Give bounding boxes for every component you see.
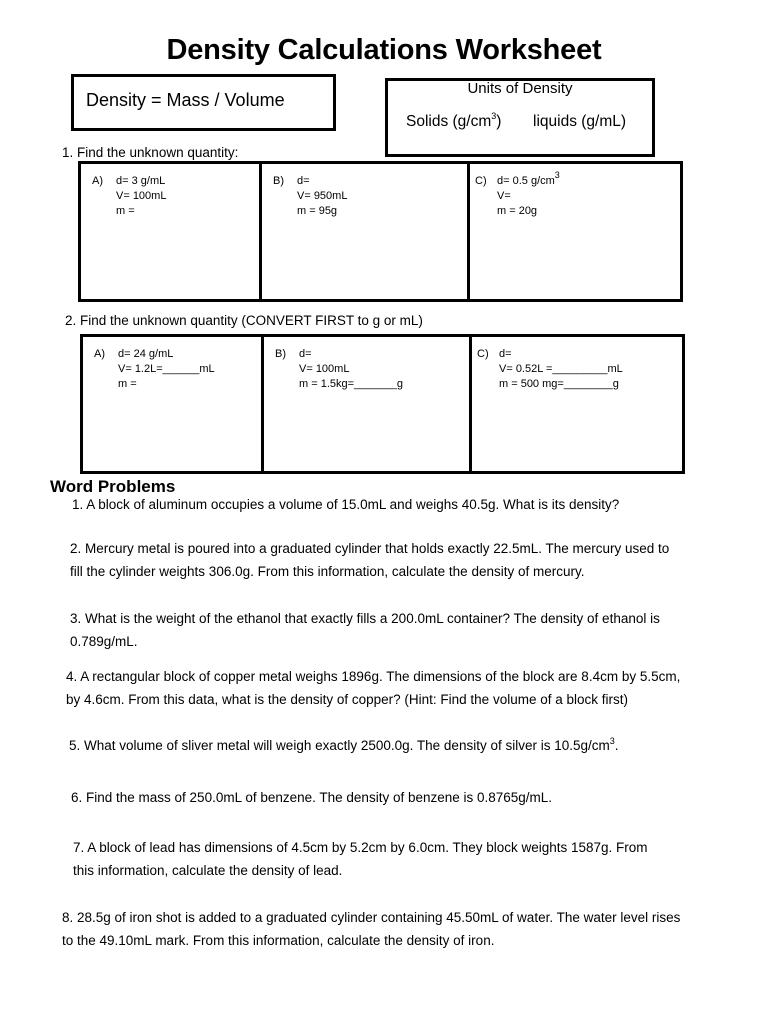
units-solids-close: ) [496, 113, 502, 130]
problem-line: 1. A block of aluminum occupies a volume of 15.0mL and weighs 40.5g. What is its density? [72, 497, 620, 512]
cell-line: m = 500 mg=________g [499, 378, 619, 390]
section1-cell-a [81, 164, 259, 299]
word-problem-4 [66, 665, 680, 711]
word-problem-5 [69, 734, 619, 757]
cell-line: d= [499, 348, 512, 360]
units-title: Units of Density [467, 80, 573, 97]
problem-line: by 4.6cm. From this data, what is the density of copper? (Hint: Find the volume of a block first) [66, 692, 628, 707]
cell-line: m = [118, 378, 137, 390]
problem-line: 0.789g/mL. [70, 634, 138, 649]
cell-line: V= 1.2L=______mL [118, 363, 215, 375]
cell-line: m = 20g [497, 205, 538, 217]
cell-letter: C) [475, 175, 487, 187]
problem-line: 2. Mercury metal is poured into a graduated cylinder that holds exactly 22.5mL. The mercury used to [70, 541, 670, 556]
problem-line: 4. A rectangular block of copper metal weighs 1896g. The dimensions of the block are 8.4cm by 5.5cm, [66, 669, 681, 684]
word-problem-7 [73, 836, 648, 882]
cell-letter: A) [92, 175, 103, 187]
cell-letter: C) [477, 348, 489, 360]
cell-letter: B) [275, 348, 286, 360]
units-solids-text: Solids (g/cm [406, 113, 492, 130]
word-problem-3 [70, 607, 660, 653]
cell-line: V= 100mL [299, 363, 350, 375]
cell-line: d= [299, 348, 312, 360]
problem-text: 5. What volume of sliver metal will weigh exactly 2500.0g. The density of silver is 10.5g/cm [69, 738, 610, 753]
problem-line: 6. Find the mass of 250.0mL of benzene. The density of benzene is 0.8765g/mL. [71, 790, 553, 805]
cell-line: V= 100mL [116, 190, 167, 202]
section1-cell-c [467, 164, 680, 299]
cell-line: d= 24 g/mL [118, 348, 174, 360]
page-title: Density Calculations Worksheet [166, 34, 602, 66]
section1-cell-b [259, 164, 467, 299]
problem-line: to the 49.10mL mark. From this information, calculate the density of iron. [62, 933, 495, 948]
word-problems-heading: Word Problems [50, 477, 176, 496]
section2-heading: 2. Find the unknown quantity (CONVERT FIRST to g or mL) [65, 313, 423, 328]
cell-line-text: d= 0.5 g/cm [497, 175, 555, 187]
cell-line: V= 950mL [297, 190, 348, 202]
problem-line: 8. 28.5g of iron shot is added to a graduated cylinder containing 45.50mL of water. The water level rises [62, 910, 681, 925]
cell-line: V= 0.52L =_________mL [499, 363, 623, 375]
units-solids [406, 110, 502, 131]
problem-line [69, 734, 619, 757]
problem-line: fill the cylinder weights 306.0g. From this information, calculate the density of mercury. [70, 564, 585, 579]
problem-sup: 3 [609, 735, 615, 746]
cell-line: V= [497, 190, 511, 202]
cell-line: m = [116, 205, 135, 217]
cell-line-sup: 3 [554, 170, 560, 181]
word-problem-1 [72, 493, 619, 516]
problem-line: 3. What is the weight of the ethanol that exactly fills a 200.0mL container? The density of ethanol is [70, 611, 660, 626]
cell-line [497, 170, 560, 189]
word-problem-8 [62, 906, 680, 952]
problem-line: 7. A block of lead has dimensions of 4.5cm by 5.2cm by 6.0cm. They block weights 1587g. From [73, 840, 648, 855]
cell-line: d= 3 g/mL [116, 175, 166, 187]
section1-grid [78, 161, 683, 302]
cell-line: d= [297, 175, 310, 187]
section2-cell-a [83, 337, 261, 471]
problem-end: . [614, 738, 619, 753]
cell-letter: B) [273, 175, 284, 187]
section1-heading: 1. Find the unknown quantity: [62, 145, 239, 160]
section2-cell-c [469, 337, 682, 471]
problem-line: this information, calculate the density of lead. [73, 863, 343, 878]
section2-grid [80, 334, 685, 474]
word-problem-6 [71, 786, 552, 809]
units-solids-sup: 3 [491, 110, 497, 121]
units-liquids: liquids (g/mL) [533, 113, 627, 130]
cell-line: m = 1.5kg=_______g [299, 378, 403, 390]
section2-cell-b [261, 337, 469, 471]
cell-letter: A) [94, 348, 105, 360]
word-problem-2 [70, 537, 669, 583]
density-formula: Density = Mass / Volume [86, 90, 285, 110]
cell-line: m = 95g [297, 205, 338, 217]
